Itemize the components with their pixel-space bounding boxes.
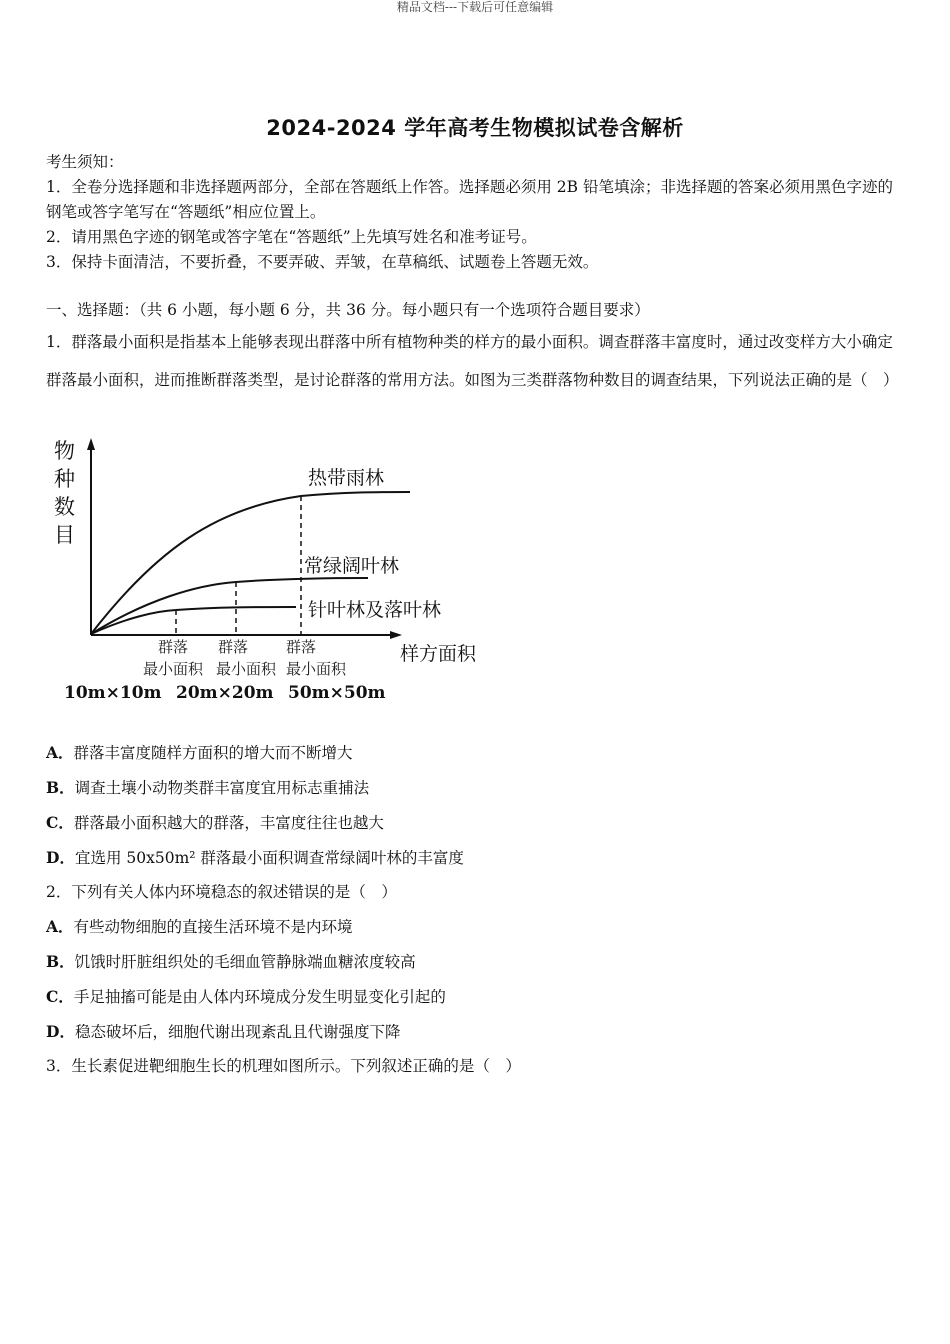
q1-option-d [46, 845, 906, 872]
question-1 [46, 323, 906, 399]
q1-option-a-letter: A． [46, 743, 74, 762]
marker-1-top: 群落 [158, 638, 189, 656]
x-axis-arrow-icon [390, 631, 402, 639]
q2-option-d-letter: D． [46, 1022, 75, 1041]
ylabel-char-4: 目 [54, 523, 75, 547]
notes-item-1: 1．全卷分选择题和非选择题两部分，全部在答题纸上作答。选择题必须用 2B 铅笔填涂；非选择题的答案必须用黑色字迹的钢笔或答字笔写在“答题纸”相应位置上。 [46, 178, 893, 221]
header-note: 精品文档---下载后可任意编辑 [396, 0, 554, 14]
species-area-diagram [46, 430, 506, 710]
q1-option-b [46, 775, 906, 802]
marker-3-bottom: 最小面积 [286, 660, 347, 678]
curve-label-conifer: 针叶林及落叶林 [308, 599, 442, 621]
size-label-1: 10m×10m [64, 683, 162, 703]
q2-option-c [46, 984, 906, 1011]
ylabel-char-2: 种 [54, 467, 75, 491]
q2-option-b [46, 949, 906, 976]
q2-option-c-text: 手足抽搐可能是由人体内环境成分发生明显变化引起的 [73, 988, 446, 1006]
ylabel-char-1: 物 [54, 439, 75, 463]
question-1-stem: 1．群落最小面积是指基本上能够表现出群落中所有植物种类的样方的最小面积。调查群落丰富度时，通过改变样方大小确定群落最小面积，进而推断群落类型，是讨论群落的常用方法。如图为三类群落物种数目的调查结果，下列说法正确的是（ ） [46, 333, 899, 389]
notes-item-3: 3．保持卡面清洁，不要折叠，不要弄破、弄皱，在草稿纸、试题卷上答题无效。 [46, 253, 599, 271]
question-options [46, 740, 906, 1088]
y-axis-arrow-icon [87, 438, 95, 450]
q1-option-a [46, 740, 906, 767]
q2-option-c-letter: C． [46, 987, 74, 1006]
q2-option-b-letter: B． [46, 952, 75, 971]
q1-option-c-letter: C． [46, 813, 74, 832]
size-label-3: 50m×50m [288, 683, 386, 703]
species-area-figure [46, 430, 506, 710]
q1-option-b-text: 调查土壤小动物类群丰富度宜用标志重捕法 [74, 779, 370, 797]
notes-heading: 考生须知： [46, 153, 124, 171]
question-3-stem: 3．生长素促进靶细胞生长的机理如图所示。下列叙述正确的是（ ） [46, 1057, 521, 1075]
marker-3-top: 群落 [286, 638, 317, 656]
notes-item-2: 2．请用黑色字迹的钢笔或答字笔在“答题纸”上先填写姓名和准考证号。 [46, 228, 537, 246]
q2-option-d [46, 1019, 906, 1046]
ylabel-char-3: 数 [54, 495, 75, 519]
xlabel: 样方面积 [400, 643, 477, 665]
q1-option-b-letter: B． [46, 778, 75, 797]
size-label-2: 20m×20m [176, 683, 274, 703]
curve-conifer-deciduous [91, 607, 296, 634]
q1-option-a-text: 群落丰富度随样方面积的增大而不断增大 [73, 744, 353, 762]
page-title: 2024-2024 学年高考生物模拟试卷含解析 [266, 116, 684, 140]
q2-option-a [46, 914, 906, 941]
section-heading: 一、选择题：（共 6 小题，每小题 6 分，共 36 分。每小题只有一个选项符合题目要求） [46, 301, 650, 319]
marker-2-top: 群落 [218, 638, 249, 656]
curve-label-tropical: 热带雨林 [308, 467, 385, 489]
question-2-stem: 2．下列有关人体内环境稳态的叙述错误的是（ ） [46, 883, 397, 901]
curve-label-evergreen: 常绿阔叶林 [304, 555, 400, 577]
marker-2-bottom: 最小面积 [216, 660, 277, 678]
q1-option-c [46, 810, 906, 837]
marker-1-bottom: 最小面积 [143, 660, 204, 678]
q1-option-d-text: 宜选用 50x50m² 群落最小面积调查常绿阔叶林的丰富度 [74, 849, 464, 867]
candidate-notes [46, 150, 906, 275]
q1-option-d-letter: D． [46, 848, 75, 867]
q2-option-b-text: 饥饿时肝脏组织处的毛细血管静脉端血糖浓度较高 [74, 953, 416, 971]
q1-option-c-text: 群落最小面积越大的群落，丰富度往往也越大 [73, 814, 384, 832]
q2-option-d-text: 稳态破坏后，细胞代谢出现紊乱且代谢强度下降 [74, 1023, 401, 1041]
q2-option-a-letter: A． [46, 917, 74, 936]
q2-option-a-text: 有些动物细胞的直接生活环境不是内环境 [73, 918, 353, 936]
